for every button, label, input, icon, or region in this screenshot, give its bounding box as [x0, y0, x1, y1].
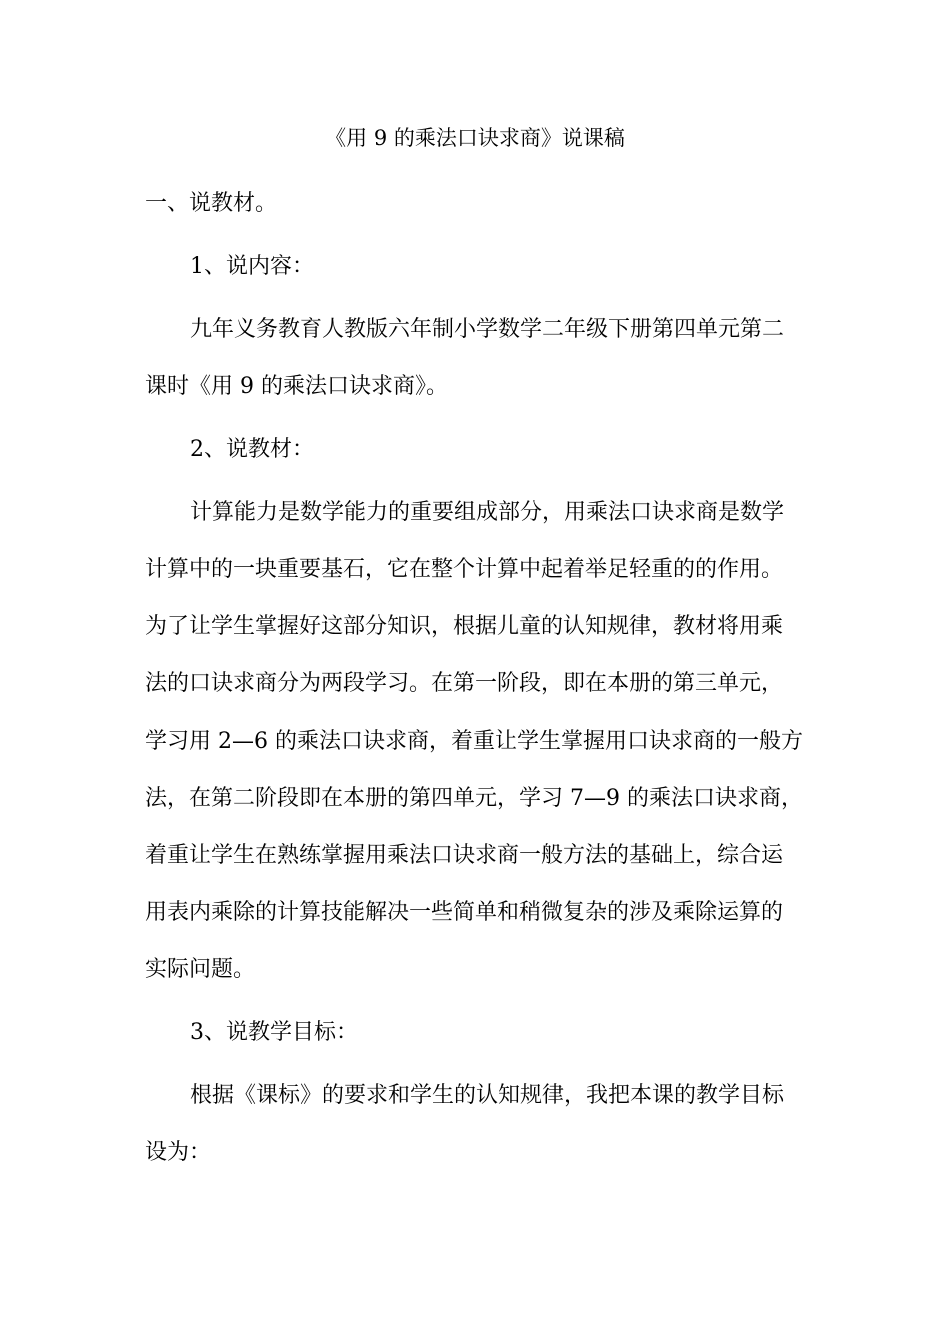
paragraph-line: 九年义务教育人教版六年制小学数学二年级下册第四单元第二	[190, 317, 785, 342]
paragraph-line: 法，在第二阶段即在本册的第四单元，学习 7—9 的乘法口诀求商，	[145, 786, 803, 811]
paragraph-line: 用表内乘除的计算技能解决一些简单和稍微复杂的涉及乘除运算的	[145, 900, 784, 925]
paragraph-line: 实际问题。	[145, 957, 256, 982]
paragraph-line: 计算能力是数学能力的重要组成部分，用乘法口诀求商是数学	[190, 500, 785, 525]
subsection-heading-2: 2、说教材：	[190, 437, 314, 462]
paragraph-line: 计算中的一块重要基石，它在整个计算中起着举足轻重的的作用。	[145, 557, 784, 582]
paragraph-line: 着重让学生在熟练掌握用乘法口诀求商一般方法的基础上，综合运	[145, 843, 784, 868]
paragraph-line: 学习用 2—6 的乘法口诀求商，着重让学生掌握用口诀求商的一般方	[145, 729, 803, 754]
paragraph-line: 法的口诀求商分为两段学习。在第一阶段，即在本册的第三单元，	[145, 671, 784, 696]
subsection-heading-3: 3、说教学目标：	[190, 1020, 358, 1045]
section-heading-1: 一、说教材。	[145, 191, 278, 216]
subsection-heading-1: 1、说内容：	[190, 254, 314, 279]
paragraph-line: 课时《用 9 的乘法口诀求商》。	[145, 374, 448, 399]
paragraph-line: 根据《课标》的要求和学生的认知规律，我把本课的教学目标	[190, 1083, 785, 1108]
paragraph-line: 设为：	[145, 1140, 212, 1165]
document-title: 《用 9 的乘法口诀求商》说课稿	[325, 126, 625, 150]
paragraph-line: 为了让学生掌握好这部分知识，根据儿童的认知规律，教材将用乘	[145, 614, 784, 639]
